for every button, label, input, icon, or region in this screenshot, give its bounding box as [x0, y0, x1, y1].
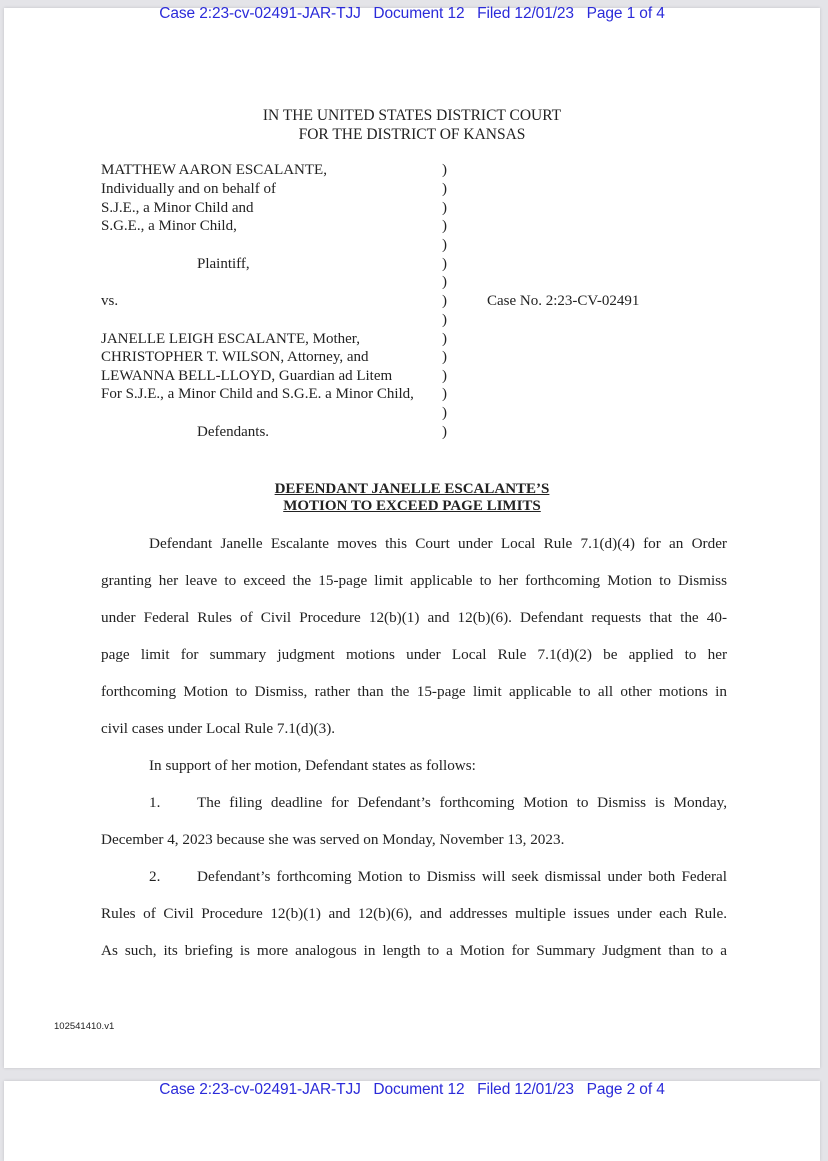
- caption-paren: ): [442, 312, 447, 328]
- defendant-line: LEWANNA BELL-LLOYD, Guardian ad Litem: [101, 368, 393, 384]
- body-line: forthcoming Motion to Dismiss, rather than the 15-page limit applicable to all other motions in: [101, 683, 727, 700]
- body-line: In support of her motion, Defendant states as follows:: [149, 757, 476, 774]
- defendant-line: JANELLE LEIGH ESCALANTE, Mother,: [101, 331, 360, 347]
- plaintiff-line: Individually and on behalf of: [101, 181, 276, 197]
- ecf-header-stamp: Case 2:23-cv-02491-JAR-TJJ Document 12 Filed 12/01/23 Page 1 of 4: [159, 5, 665, 22]
- body-line: Defendant Janelle Escalante moves this Court under Local Rule 7.1(d)(4) for an Order: [149, 535, 727, 552]
- caption-paren: ): [442, 424, 447, 440]
- body-line: under Federal Rules of Civil Procedure 12(b)(1) and 12(b)(6). Defendant requests that the 40-: [101, 609, 727, 626]
- caption-paren: ): [442, 386, 447, 402]
- caption-paren: ): [442, 162, 447, 178]
- court-name-line-2: FOR THE DISTRICT OF KANSAS: [298, 126, 526, 143]
- body-line: The filing deadline for Defendant’s forthcoming Motion to Dismiss is Monday,: [197, 794, 727, 811]
- caption-paren: ): [442, 256, 447, 272]
- case-number: Case No. 2:23-CV-02491: [487, 293, 640, 309]
- plaintiff-label: Plaintiff,: [197, 256, 250, 272]
- caption-paren: ): [442, 218, 447, 234]
- body-line: page limit for summary judgment motions under Local Rule 7.1(d)(2) be applied to her: [101, 646, 727, 663]
- caption-paren: ): [442, 200, 447, 216]
- defendant-line: For S.J.E., a Minor Child and S.G.E. a Minor Child,: [101, 386, 414, 402]
- body-line: civil cases under Local Rule 7.1(d)(3).: [101, 720, 336, 737]
- plaintiff-line: S.J.E., a Minor Child and: [101, 200, 254, 216]
- defendants-label: Defendants.: [197, 424, 270, 440]
- caption-paren: ): [442, 349, 447, 365]
- paragraph-number-2: 2.: [149, 868, 161, 885]
- body-line: December 4, 2023 because she was served on Monday, November 13, 2023.: [101, 831, 565, 848]
- ecf-header-stamp: Case 2:23-cv-02491-JAR-TJJ Document 12 Filed 12/01/23 Page 2 of 4: [159, 1081, 665, 1098]
- body-line: As such, its briefing is more analogous in length to a Motion for Summary Judgment than to a: [101, 942, 727, 959]
- plaintiff-line: MATTHEW AARON ESCALANTE,: [101, 162, 327, 178]
- paragraph-number-1: 1.: [149, 794, 161, 811]
- caption-paren: ): [442, 237, 447, 253]
- caption-paren: ): [442, 368, 447, 384]
- caption-paren: ): [442, 293, 447, 309]
- motion-title-line-2: MOTION TO EXCEED PAGE LIMITS: [283, 498, 541, 514]
- motion-title-line-1: DEFENDANT JANELLE ESCALANTE’S: [274, 481, 550, 497]
- body-line: Defendant’s forthcoming Motion to Dismiss will seek dismissal under both Federal: [197, 868, 727, 885]
- caption-paren: ): [442, 405, 447, 421]
- document-page-1: [4, 5, 820, 1068]
- plaintiff-line: S.G.E., a Minor Child,: [101, 218, 237, 234]
- document-page-2: [4, 1081, 820, 1161]
- caption-paren: ): [442, 274, 447, 290]
- body-line: Rules of Civil Procedure 12(b)(1) and 12(b)(6), and addresses multiple issues under each Rule.: [101, 905, 727, 922]
- caption-paren: ): [442, 331, 447, 347]
- court-name-line-1: IN THE UNITED STATES DISTRICT COURT: [262, 107, 562, 124]
- defendant-line: CHRISTOPHER T. WILSON, Attorney, and: [101, 349, 369, 365]
- caption-paren: ): [442, 181, 447, 197]
- body-line: granting her leave to exceed the 15-page limit applicable to her forthcoming Motion to Dismiss: [101, 572, 727, 589]
- document-version-id: 102541410.v1: [54, 1021, 115, 1032]
- versus-label: vs.: [101, 293, 119, 309]
